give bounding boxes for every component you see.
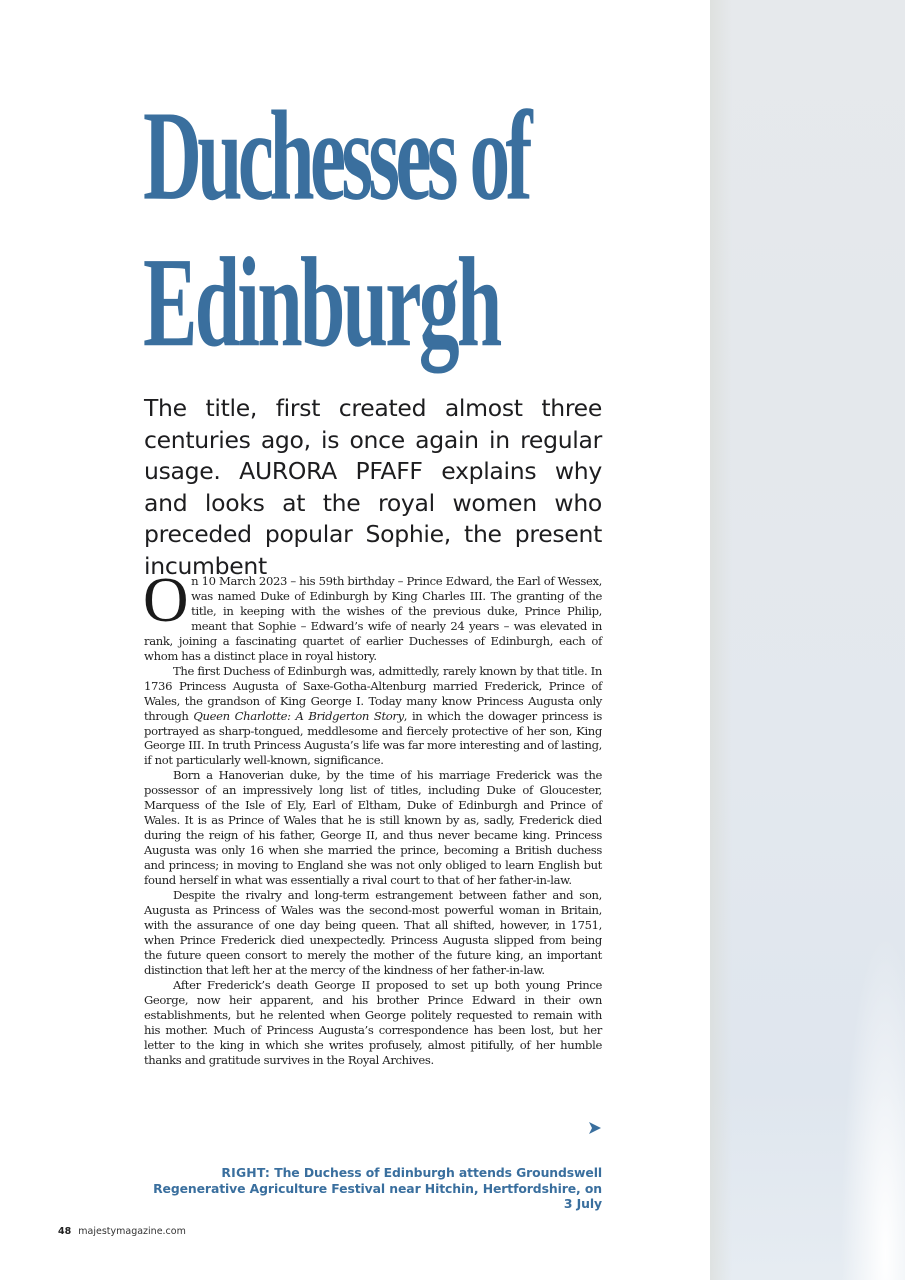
paragraph-4: Despite the rivalry and long-term estrangement between father and son, Augusta as Princess of Wales was the second-most powerful woman in Britain, with the assurance of one day being queen. That all shifted, however, in 1751, when Prince Frederick died unexpectedly. Princess Augusta slipped from being the future queen consort to merely the mother of the future king, an important distinction that left her at the mercy of the kindness of her father-in-law. <box>144 888 602 977</box>
book-title: Queen Charlotte: A Bridgerton Story <box>193 708 404 723</box>
title-line-1: Duchesses of <box>143 84 528 227</box>
standfirst: The title, first created almost three centuries ago, is once again in regular usage. AURORA PFAFF explains why and looks at the royal women who preceded popular Sophie, the present incumbent <box>144 394 602 580</box>
page-number: 48 <box>58 1226 72 1237</box>
caption-text: The Duchess of Edinburgh attends Groundswell Regenerative Agriculture Festival near Hitchin, Hertfordshire, on 3 July <box>153 1165 602 1211</box>
paragraph-5: After Frederick’s death George II proposed to set up both young Prince George, now heir apparent, and his brother Prince Edward in their own establishments, but he relented when George politely requested to remain with his mother. Much of Princess Augusta’s correspondence has been lost, but her letter to the king in which she writes profusely, almost pitifully, of her humble thanks and gratitude survives in the Royal Archives. <box>144 977 602 1067</box>
photo-caption <box>144 1165 602 1212</box>
paragraph-3: Born a Hanoverian duke, by the time of his marriage Frederick was the possessor of an impressively long list of titles, including Duke of Gloucester, Marquess of the Isle of Ely, Earl of Eltham, Duke of Edinburgh and Prince of Wales. It is as Prince of Wales that he is still known by as, sadly, Frederick died during the reign of his father, George II, and thus never became king. Princess Augusta was only 16 when she married the prince, becoming a British duchess and princess; in moving to England she was not only obliged to learn English but found herself in what was essentially a rival court to that of her father-in-law. <box>144 768 602 888</box>
paragraph-1: On 10 March 2023 – his 59th birthday – Prince Edward, the Earl of Wessex, was named Duke of Edinburgh by King Charles III. The granting of the title, in keeping with the wishes of the previous duke, Prince Philip, meant that Sophie – Edward’s wife of nearly 24 years – was elevated in rank, joining a fascinating quartet of earlier Duchesses of Edinburgh, each of whom has a distinct place in royal history. <box>143 565 602 663</box>
page-footer <box>58 1226 186 1237</box>
title-line-2: Edinburgh <box>143 230 500 374</box>
facing-page-photo <box>710 0 905 1280</box>
paragraph-2: The first Duchess of Edinburgh was, admittedly, rarely known by that title. In 1736 Princess Augusta of Saxe-Gotha-Altenburg married Frederick, Prince of Wales, the grandson of King George I. Today many know Princess Augusta only through Queen Charlotte: A Bridgerton Story, in which the dowager princess is portrayed as sharp-tongued, meddlesome and fiercely protective of her son, King George III. In truth Princess Augusta’s life was far more interesting and of lasting, if not particularly well-known, significance. <box>144 663 603 768</box>
arrow-right-icon <box>588 1120 602 1134</box>
caption-label: RIGHT: <box>221 1165 271 1180</box>
article-body <box>143 565 603 1067</box>
drop-cap: O <box>143 565 189 635</box>
page-title <box>143 82 528 375</box>
website-link[interactable]: majestymagazine.com <box>78 1226 186 1237</box>
